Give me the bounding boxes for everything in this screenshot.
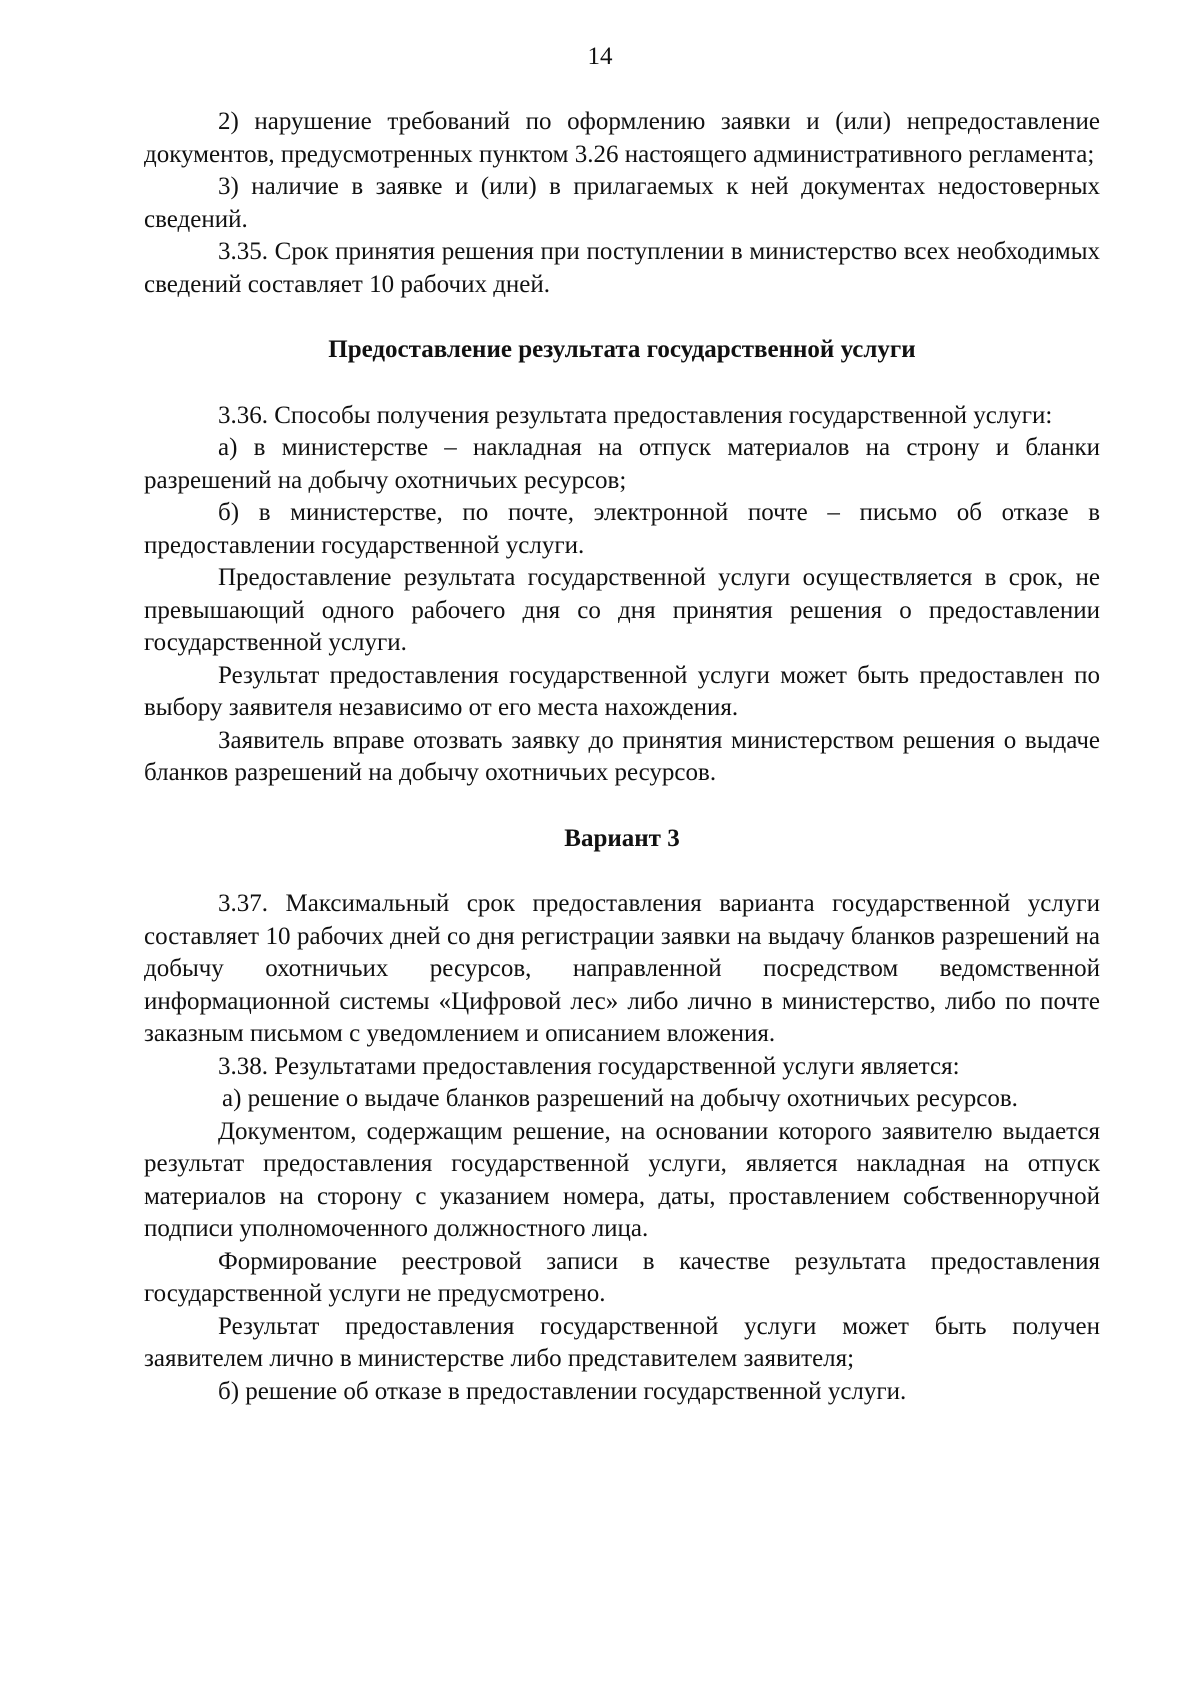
section-heading-result: Предоставление результата государственной услуги bbox=[328, 336, 916, 363]
paragraph-3-35: 3.35. Срок принятия решения при поступлении в министерство всех необходимых сведений составляет 10 рабочих дней. bbox=[144, 238, 1100, 298]
paragraph-registry-record: Формирование реестровой записи в качестве результата предоставления государственной услуги не предусмотрено. bbox=[144, 1247, 1100, 1307]
paragraph-decision-document: Документом, содержащим решение, на основании которого заявителю выдается результат предоставления государственной услуги, является накладная на отпуск материалов на сторону с указанием номера, даты, проставлением собственноручной подписи уполномоченного должностного лица. bbox=[144, 1117, 1100, 1242]
paragraph-3-38: 3.38. Результатами предоставления государственной услуги является: bbox=[218, 1052, 960, 1080]
section-heading-variant-3: Вариант 3 bbox=[564, 824, 680, 852]
document-body bbox=[144, 106, 1100, 1408]
paragraph-3-38-a: а) решение о выдаче бланков разрешений на добычу охотничьих ресурсов. bbox=[222, 1085, 1018, 1112]
paragraph-3-36-b: б) в министерстве, по почте, электронной почте – письмо об отказе в предоставлении государственной услуги. bbox=[144, 499, 1100, 559]
paragraph-3-38-b: б) решение об отказе в предоставлении государственной услуги. bbox=[218, 1377, 907, 1405]
paragraph-3-36: 3.36. Способы получения результата предоставления государственной услуги: bbox=[218, 401, 1053, 429]
paragraph-3-36-a: а) в министерстве – накладная на отпуск материалов на строну и бланки разрешений на добычу охотничьих ресурсов; bbox=[144, 434, 1100, 494]
paragraph-3-37: 3.37. Максимальный срок предоставления варианта государственной услуги составляет 10 рабочих дней со дня регистрации заявки на выдачу бланков разрешений на добычу охотничьих ресурсов, направленной посредством ведомственной информационной системы «Цифровой лес» либо лично в министерство, либо по почте заказным письмом с уведомлением и описанием вложения. bbox=[144, 890, 1100, 1047]
paragraph-result-receipt: Результат предоставления государственной услуги может быть получен заявителем лично в министерстве либо представителем заявителя; bbox=[144, 1312, 1100, 1372]
paragraph-withdraw-application: Заявитель вправе отозвать заявку до принятия министерством решения о выдаче бланков разрешений на добычу охотничьих ресурсов. bbox=[144, 726, 1100, 786]
page-number: 14 bbox=[587, 43, 613, 70]
paragraph-item-3: 3) наличие в заявке и (или) в прилагаемых к ней документах недостоверных сведений. bbox=[144, 173, 1100, 233]
paragraph-item-2: 2) нарушение требований по оформлению заявки и (или) непредоставление документов, предусмотренных пунктом 3.26 настоящего административного регламента; bbox=[144, 108, 1100, 168]
paragraph-result-term: Предоставление результата государственной услуги осуществляется в срок, не превышающий одного рабочего дня со дня принятия решения о предоставлении государственной услуги. bbox=[144, 564, 1100, 656]
paragraph-result-location: Результат предоставления государственной услуги может быть предоставлен по выбору заявителя независимо от его места нахождения. bbox=[144, 661, 1100, 721]
